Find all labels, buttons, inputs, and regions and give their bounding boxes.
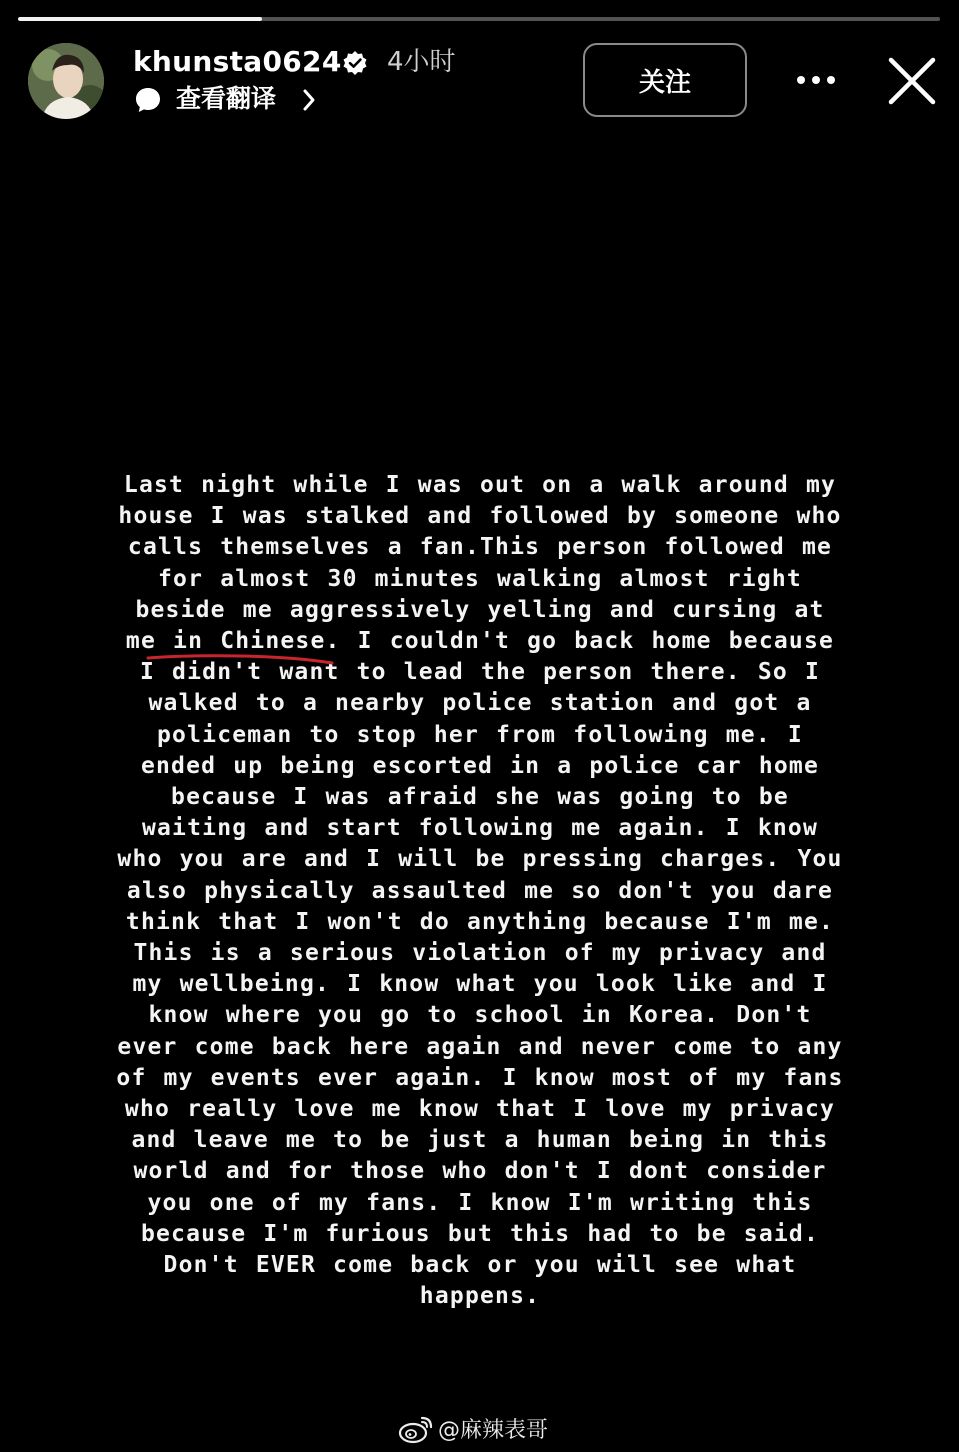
- story-line: also physically assaulted me so don't you dare: [126, 877, 834, 904]
- story-line: because I was afraid she was going to be: [171, 784, 789, 811]
- story-progress-bar: [18, 17, 940, 21]
- story-line: because I'm furious but this had to be said.: [140, 1220, 820, 1247]
- story-line: who really love me know that I love my privacy: [124, 1096, 836, 1123]
- story-line: I didn't want to lead the person there. So I: [139, 659, 821, 686]
- story-line: This is a serious violation of my privacy and: [133, 940, 827, 967]
- story-line: ended up being escorted in a police car home: [140, 752, 820, 779]
- story-line: ever come back here again and never come to any: [117, 1033, 843, 1060]
- story-line: waiting and start following me again. I know: [141, 815, 819, 842]
- post-time: 4小时: [387, 47, 456, 77]
- story-progress-fill: [18, 17, 262, 21]
- story-line: my wellbeing. I know what you look like and I: [132, 971, 828, 998]
- story-line: house I was stalked and followed by someone who: [118, 503, 842, 530]
- story-text: [60, 470, 900, 1312]
- story-line: Last night while I was out on a walk around my: [123, 472, 837, 498]
- translate-bubble-icon: [134, 86, 162, 114]
- watermark: [398, 1413, 548, 1444]
- more-options-icon[interactable]: [794, 68, 838, 92]
- story-line: happens.: [419, 1283, 541, 1310]
- story-line: Don't EVER come back or you will see what: [163, 1252, 797, 1279]
- red-underline-annotation: [146, 652, 334, 666]
- avatar-image: [28, 43, 104, 119]
- story-line: world and for those who don't I dont consider: [133, 1158, 827, 1185]
- follow-button[interactable]: 关注: [583, 43, 747, 117]
- story-line: think that I won't do anything because I'm me.: [125, 908, 835, 935]
- see-translation-link[interactable]: 查看翻译: [176, 84, 277, 113]
- story-line: and leave me to be just a human being in this: [131, 1127, 829, 1154]
- story-line: for almost 30 minutes walking almost right: [158, 565, 802, 592]
- weibo-logo-icon: [398, 1414, 434, 1444]
- story-line: you one of my fans. I know I'm writing this: [147, 1189, 813, 1216]
- watermark-text: @麻辣表哥: [438, 1418, 549, 1443]
- username[interactable]: khunsta0624: [133, 45, 342, 78]
- close-icon[interactable]: [886, 55, 938, 107]
- story-line: policeman to stop her from following me. I: [157, 721, 803, 748]
- chevron-right-icon: [300, 88, 318, 112]
- story-line: know where you go to school in Korea. Don't: [148, 1002, 812, 1029]
- story-line: beside me aggressively yelling and cursing at: [135, 596, 825, 623]
- story-line: me in Chinese. I couldn't go back home because: [125, 628, 835, 655]
- verified-badge-icon: [342, 50, 368, 76]
- story-line: calls themselves a fan.This person followed me: [127, 534, 833, 561]
- story-line: of my events ever again. I know most of my fans: [116, 1064, 844, 1091]
- avatar[interactable]: [28, 43, 104, 119]
- story-line: who you are and I will be pressing charges. You: [117, 846, 843, 873]
- story-line: walked to a nearby police station and got a: [148, 690, 812, 717]
